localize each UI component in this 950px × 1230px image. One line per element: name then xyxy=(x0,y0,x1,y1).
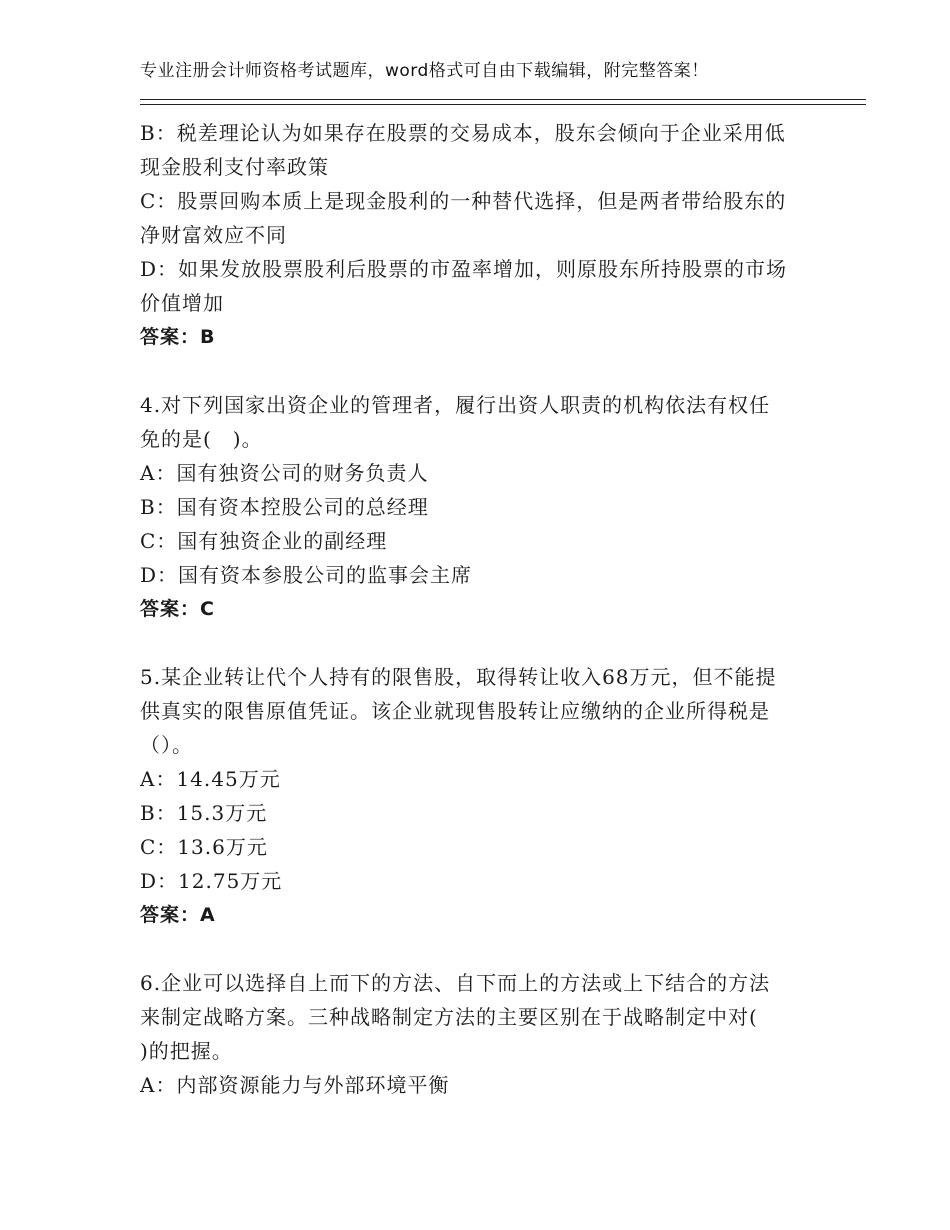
answer: 答案：C xyxy=(140,598,215,620)
option-d-line-1: D：如果发放股票股利后股票的市盈率增加，则原股东所持股票的市场 xyxy=(140,257,788,281)
option-c-line-2: 净财富效应不同 xyxy=(140,223,287,247)
option-c: C：13.6万元 xyxy=(140,835,268,859)
question-stem-line-1: 5.某企业转让代个人持有的限售股，取得转让收入68万元，但不能提 xyxy=(140,665,777,689)
answer: 答案：B xyxy=(140,326,216,348)
question-6 xyxy=(140,966,810,1102)
question-stem-line-2: 免的是( )。 xyxy=(140,427,263,451)
page-header: 专业注册会计师资格考试题库，word格式可自由下载编辑，附完整答案！ xyxy=(140,61,709,81)
question-4 xyxy=(140,388,810,626)
option-d: D：12.75万元 xyxy=(140,869,283,893)
question-stem-line-3: （）。 xyxy=(140,733,193,757)
question-stem-line-1: 6.企业可以选择自上而下的方法、自下而上的方法或上下结合的方法 xyxy=(140,971,771,995)
question-3 xyxy=(140,116,810,354)
header-rule-top xyxy=(140,99,866,100)
question-stem-line-1: 4.对下列国家出资企业的管理者，履行出资人职责的机构依法有权任 xyxy=(140,393,771,417)
answer: 答案：A xyxy=(140,904,216,926)
option-b: B：15.3万元 xyxy=(140,801,268,825)
option-a: A：14.45万元 xyxy=(140,767,281,791)
option-a: A：内部资源能力与外部环境平衡 xyxy=(140,1073,450,1097)
option-a: A：国有独资公司的财务负责人 xyxy=(140,461,429,485)
option-c: C：国有独资企业的副经理 xyxy=(140,529,388,553)
question-content xyxy=(140,116,810,1102)
question-stem-line-2: 来制定战略方案。三种战略制定方法的主要区别在于战略制定中对( xyxy=(140,1005,758,1029)
question-stem-line-2: 供真实的限售原值凭证。该企业就现售股转让应缴纳的企业所得税是 xyxy=(140,699,770,723)
spacer xyxy=(140,932,810,966)
spacer xyxy=(140,354,810,388)
option-b-line-2: 现金股利支付率政策 xyxy=(140,155,329,179)
option-c-line-1: C：股票回购本质上是现金股利的一种替代选择，但是两者带给股东的 xyxy=(140,189,787,213)
option-b-line-1: B：税差理论认为如果存在股票的交易成本，股东会倾向于企业采用低 xyxy=(140,121,786,145)
question-stem-line-3: )的把握。 xyxy=(140,1039,233,1063)
option-b: B：国有资本控股公司的总经理 xyxy=(140,495,429,519)
option-d: D：国有资本参股公司的监事会主席 xyxy=(140,563,473,587)
option-d-line-2: 价值增加 xyxy=(140,291,224,315)
spacer xyxy=(140,626,810,660)
question-5 xyxy=(140,660,810,932)
header-rule-bottom xyxy=(140,104,866,105)
